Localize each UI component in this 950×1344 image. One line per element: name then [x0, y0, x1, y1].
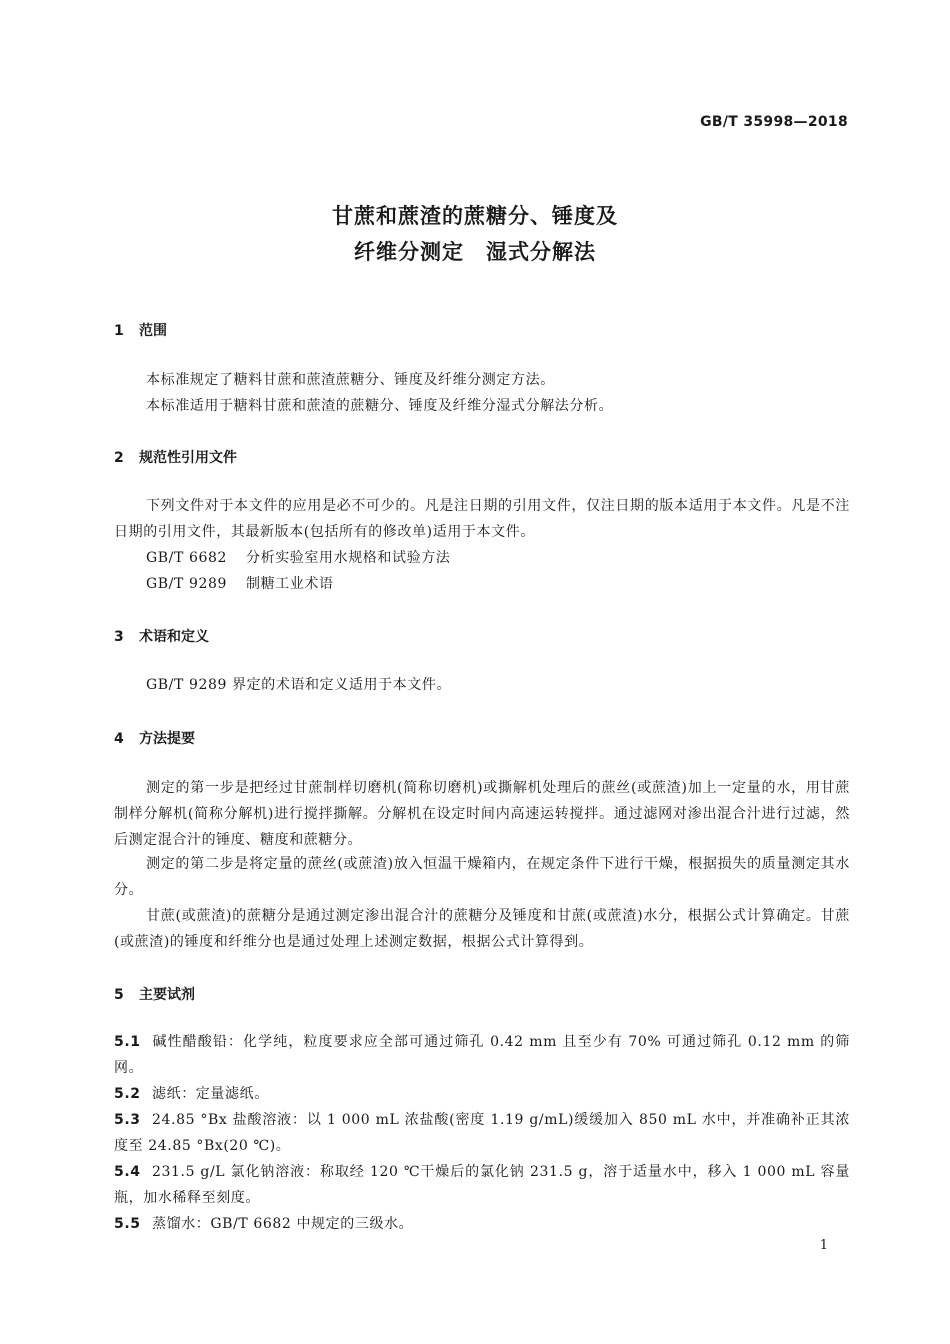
reagent-item-5-3 [114, 1107, 850, 1159]
section-1-paragraph-2: 本标准适用于糖料甘蔗和蔗渣的蔗糖分、锤度及纤维分湿式分解法分析。 [146, 398, 614, 414]
section-number: 5 [114, 987, 124, 1003]
reference-code: GB/T 6682 [146, 550, 228, 566]
normative-reference [146, 545, 450, 571]
standard-number: GB/T 35998—2018 [700, 114, 848, 130]
section-4-paragraph-2: 测定的第二步是将定量的蔗丝(或蔗渣)放入恒温干燥箱内，在规定条件下进行干燥，根据损失的质量测定其水分。 [114, 856, 850, 898]
section-number: 1 [114, 323, 124, 339]
section-title: 主要试剂 [139, 987, 195, 1003]
section-title: 规范性引用文件 [139, 450, 237, 466]
reference-title: 分析实验室用水规格和试验方法 [246, 550, 451, 566]
section-title: 范围 [139, 323, 167, 339]
reagent-item-5-4 [114, 1159, 850, 1211]
item-text: 24.85 °Bx 盐酸溶液：以 1 000 mL 浓盐酸(密度 1.19 g/mL)缓缓加入 850 mL 水中，并准确补正其浓度至 24.85 °Bx(20 ℃)。 [114, 1112, 850, 1154]
section-1-paragraph-1: 本标准规定了糖料甘蔗和蔗渣蔗糖分、锤度及纤维分测定方法。 [146, 372, 555, 388]
reagent-item-5-1 [114, 1029, 850, 1081]
item-number: 5.3 [114, 1112, 141, 1128]
section-4-paragraph-1: 测定的第一步是把经过甘蔗制样切磨机(简称切磨机)或撕解机处理后的蔗丝(或蔗渣)加上一定量的水，用甘蔗制样分解机(简称分解机)进行搅拌撕解。分解机在设定时间内高速运转搅拌。通过滤网对渗出混合汁进行过滤，然后测定混合汁的锤度、糖度和蔗糖分。 [114, 780, 850, 848]
document-title-line-2: 纤维分测定 湿式分解法 [354, 240, 596, 264]
section-title: 方法提要 [139, 731, 195, 747]
section-4-heading [114, 728, 195, 748]
reagent-item-5-2 [114, 1081, 850, 1107]
item-number: 5.4 [114, 1164, 141, 1180]
section-number: 4 [114, 731, 124, 747]
item-text: 231.5 g/L 氯化钠溶液：称取经 120 ℃干燥后的氯化钠 231.5 g，溶于适量水中，移入 1 000 mL 容量瓶，加水稀释至刻度。 [114, 1164, 850, 1206]
item-text: 蒸馏水：GB/T 6682 中规定的三级水。 [152, 1216, 414, 1232]
section-number: 3 [114, 629, 124, 645]
document-title-line-1: 甘蔗和蔗渣的蔗糖分、锤度及 [332, 204, 618, 228]
section-title: 术语和定义 [139, 629, 209, 645]
item-number: 5.5 [114, 1216, 141, 1232]
item-number: 5.1 [114, 1034, 141, 1050]
section-1-heading [114, 320, 167, 340]
section-3-paragraph-1: GB/T 9289 界定的术语和定义适用于本文件。 [146, 677, 452, 693]
section-3-heading [114, 626, 209, 646]
section-number: 2 [114, 450, 124, 466]
section-2-paragraph-1: 下列文件对于本文件的应用是必不可少的。凡是注日期的引用文件，仅注日期的版本适用于本文件。凡是不注日期的引用文件，其最新版本(包括所有的修改单)适用于本文件。 [114, 498, 850, 540]
normative-reference [146, 571, 334, 597]
item-text: 碱性醋酸铅：化学纯，粒度要求应全部可通过筛孔 0.42 mm 且至少有 70% 可通过筛孔 0.12 mm 的筛网。 [114, 1034, 850, 1076]
section-5-heading [114, 984, 195, 1004]
page-number: 1 [819, 1238, 828, 1253]
item-number: 5.2 [114, 1086, 141, 1102]
reference-title: 制糖工业术语 [246, 576, 334, 592]
item-text: 滤纸：定量滤纸。 [152, 1086, 269, 1102]
reference-code: GB/T 9289 [146, 576, 228, 592]
reagent-item-5-5 [114, 1211, 850, 1237]
section-4-paragraph-3: 甘蔗(或蔗渣)的蔗糖分是通过测定渗出混合汁的蔗糖分及锤度和甘蔗(或蔗渣)水分，根据公式计算确定。甘蔗(或蔗渣)的锤度和纤维分也是通过处理上述测定数据，根据公式计算得到。 [114, 908, 850, 950]
section-2-heading [114, 447, 237, 467]
